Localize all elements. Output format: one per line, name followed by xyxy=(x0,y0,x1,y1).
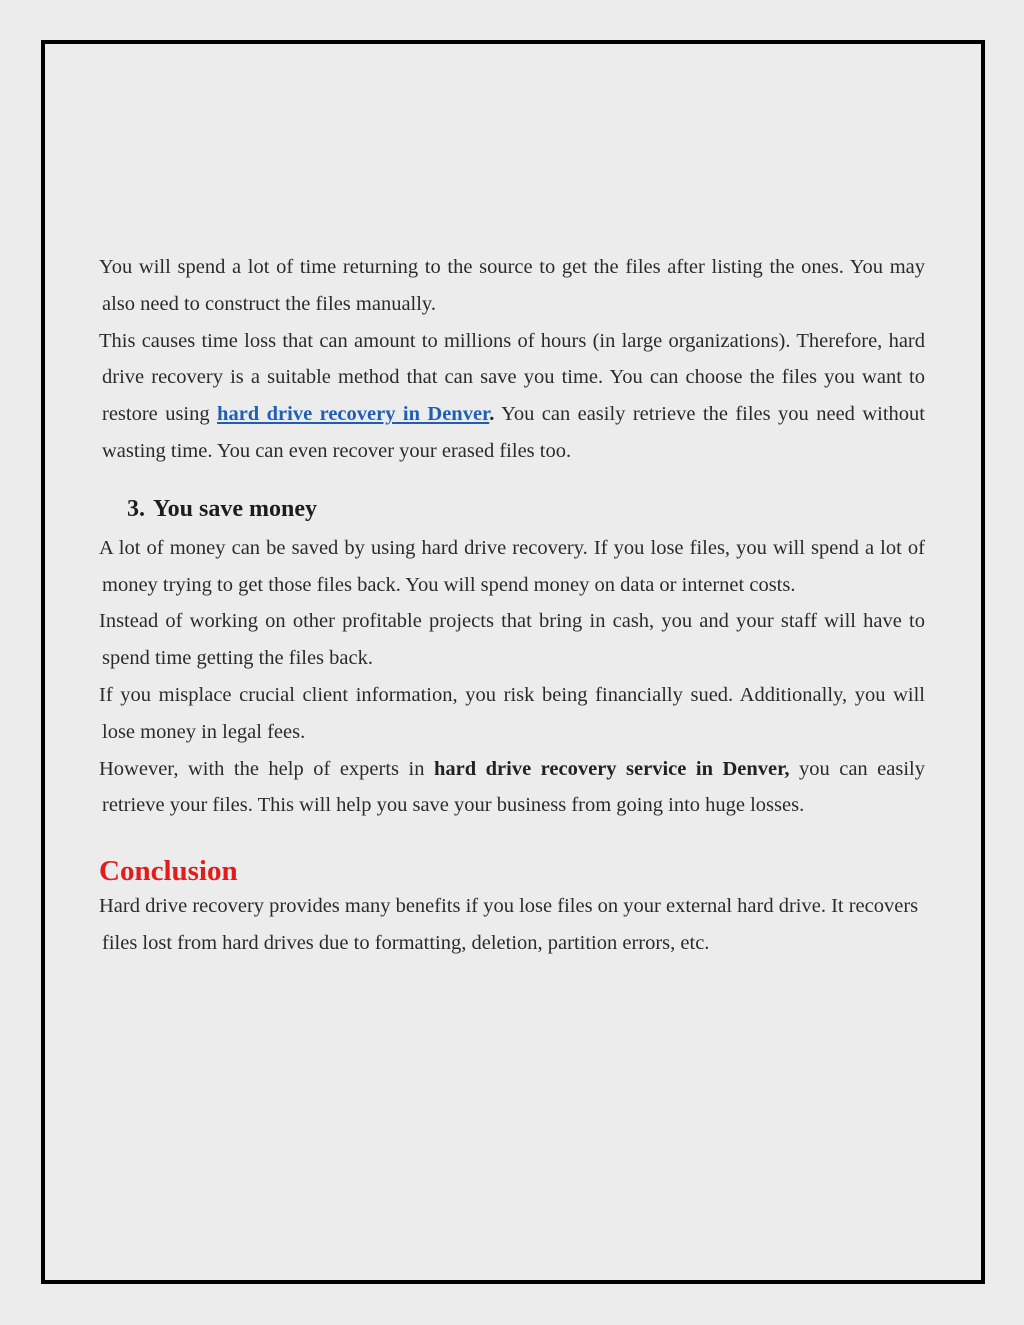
link-period: . xyxy=(489,403,495,426)
section-heading-save-money xyxy=(127,492,925,526)
hard-drive-recovery-denver-link[interactable]: hard drive recovery in Denver xyxy=(217,403,490,426)
conclusion-paragraph: Hard drive recovery provides many benefits if you lose files on your external hard drive. It recovers files lost from hard drives due to formatting, deletion, partition errors, etc. xyxy=(99,895,919,954)
section-title: You save money xyxy=(153,495,318,522)
save-money-paragraph-2: Instead of working on other profitable projects that bring in cash, you and your staff will have to spend time getting the files back. xyxy=(99,610,925,670)
document-body xyxy=(99,249,925,962)
save-money-paragraph-4 xyxy=(99,751,925,825)
conclusion-heading: Conclusion xyxy=(99,855,238,888)
save-money-paragraph-3: If you misplace crucial client information, you risk being financially sued. Additionally, you will lose money in legal fees. xyxy=(99,683,925,743)
section-number: 3. xyxy=(127,495,145,522)
save-money-paragraph-4-text-a: However, with the help of experts in xyxy=(99,757,434,780)
intro-paragraph-1: You will spend a lot of time returning to the source to get the files after listing the ones. You may also need to construct the files manually. xyxy=(99,256,925,315)
intro-paragraph-2-text-b: You can easily retrieve the files you need without wasting time. You can even recover your erased files too. xyxy=(102,403,925,462)
save-money-paragraph-1: A lot of money can be saved by using hard drive recovery. If you lose files, you will spend a lot of money trying to get those files back. You will spend money on data or internet costs. xyxy=(99,536,925,596)
intro-paragraph-2-text-a: This causes time loss that can amount to millions of hours (in large organizations). Therefore, hard drive recovery is a suitable method that can save you time. You can choose the files you want to restore using xyxy=(99,329,925,426)
intro-paragraph-2 xyxy=(99,323,925,470)
save-money-paragraph-4-text-b: you can easily retrieve your files. This will help you save your business from going into huge losses. xyxy=(102,757,925,817)
service-denver-bold: hard drive recovery service in Denver, xyxy=(433,757,790,780)
